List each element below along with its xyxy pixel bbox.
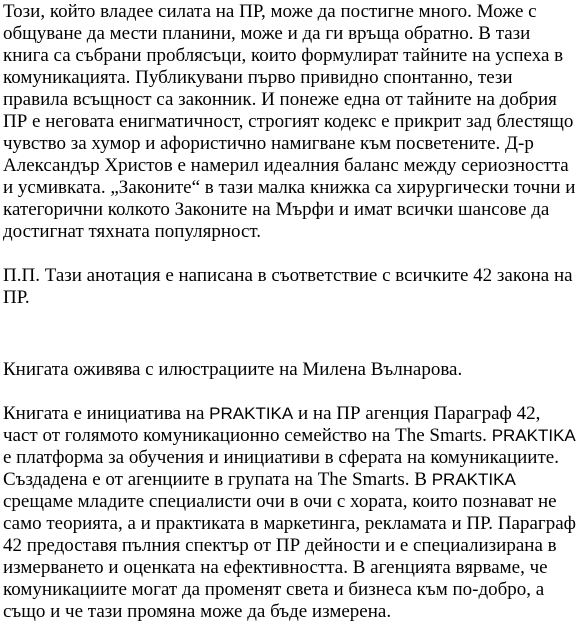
postscript-paragraph: П.П. Тази анотация е написана в съответствие с всичките 42 закона на ПР.: [3, 265, 573, 308]
brand-name: PRAKTIKA: [209, 404, 294, 423]
illustrations-credit-paragraph: Книгата оживява с илюстрациите на Милена Вълнарова.: [3, 359, 463, 380]
book-description-paragraph: Този, който владее силата на ПР, може да постигне много. Може с общуване да мести планини, може и да ги връща обратно. В тази книга са събрани проблясъци, които формулират тайните на успеха в комуникацията. Публикувани първо привидно спонтанно, тези правила всъщност са законник. И понеже една от тайните на добрия ПР е неговата енигматичност, строгият кодекс е прикрит зад блестящо чувство за хумор и афористично намигване към посветените. Д-р Александър Христов е намерил идеалния баланс между сериозността и усмивката. „Законите“ в тази малка книжка са хирургически точни и категорични колкото Законите на Мърфи и имат всички шансове да достигнат тяхната популярност.: [3, 1, 576, 242]
publisher-info-text: и на ПР агенция Параграф 42, част от голямото комуникационно семейство на The Smarts.: [3, 403, 541, 446]
paragraph-spacer: [3, 243, 577, 265]
paragraph-spacer: [3, 309, 577, 359]
document-page: [3, 1, 577, 623]
brand-name: PRAKTIKA: [491, 426, 576, 445]
publisher-info-text: е платформа за обучения и инициативи в сферата на комуникациите. Създадена е от агенциите в групата на The Smarts. В: [3, 447, 559, 490]
brand-name: PRAKTIKA: [431, 470, 516, 489]
publisher-info-paragraph: [3, 403, 577, 623]
publisher-info-text: срещаме младите специалисти очи в очи с хората, които познават не само теорията, а и практиката в маркетинга, рекламата и ПР. Параграф 42 предоставя пълния спектър от ПР дейности и е специализирана в измерването и оценката на ефективността. В агенцията вярваме, че комуникациите могат да променят света и бизнеса към по-добро, а също и че тази промяна може да бъде измерена.: [3, 491, 576, 622]
publisher-info-text: Книгата е инициатива на: [3, 403, 210, 424]
paragraph-spacer: [3, 381, 577, 403]
